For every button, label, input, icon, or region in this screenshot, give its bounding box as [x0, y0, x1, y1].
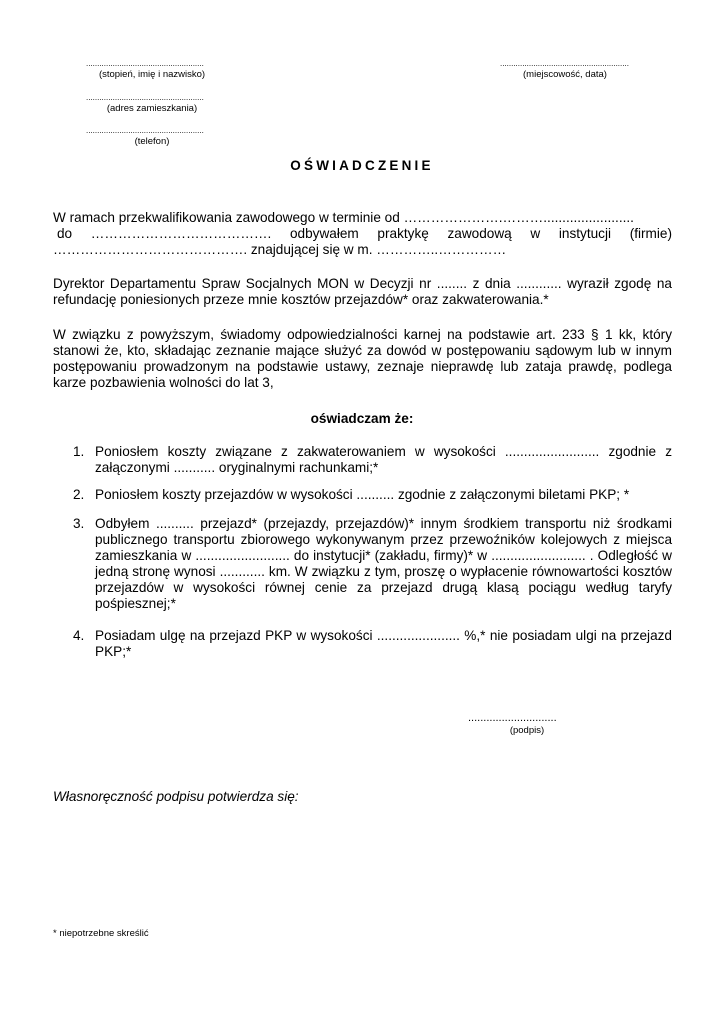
item-number: 1. [73, 444, 85, 459]
phone-caption: (telefon) [134, 136, 170, 147]
item-text: Poniosłem koszty przejazdów w wysokości .......... zgodnie z załączonymi biletami PKP; * [95, 487, 630, 502]
footnote: * niepotrzebne skreślić [53, 928, 149, 939]
item-number: 3. [73, 516, 85, 531]
signature-dots: ............................. [468, 712, 557, 724]
item-text: Posiadam ulgę na przejazd PKP w wysokości ...................... %,* nie posiadam ulgi na przejazd PKP;* [95, 628, 672, 659]
place-date-dots: .......................................................... [500, 59, 629, 68]
item-text: Odbyłem .......... przejazd* (przejazdy, przejazdów)* innym środkiem transportu niż środkami publicznego transportu zbiorowego wykonywanym przez przewoźników kolejowych z miejsca zamieszkania w ......................... do instytucji* (zakładu, firmy)* w ......................... . Odległość w jedną stronę wynosi ............ km. W związku z tym, proszę o wypłacenie równowartości kosztów przejazdów w wysokości równej cenie za przejazd drugą klasą pociągu według taryfy pośpiesznej;* [95, 516, 672, 611]
name-dots: ..................................................... [86, 59, 204, 68]
signature-confirmation: Własnoręczność podpisu potwierdza się: [53, 789, 299, 804]
phone-dots: ..................................................... [86, 126, 204, 135]
intro-line-2: do …………………………………. odbywałem praktykę zawodową w instytucji (firmie) [57, 226, 672, 241]
intro-line-1: W ramach przekwalifikowania zawodowego w terminie od ………………….………........................ [53, 210, 634, 225]
address-caption: (adres zamieszkania) [106, 103, 198, 114]
name-caption: (stopień, imię i nazwisko) [98, 69, 206, 80]
signature-caption: (podpis) [509, 725, 545, 736]
declaration-heading: oświadczam że: [310, 411, 414, 426]
place-date-caption: (miejscowość, data) [523, 69, 607, 80]
item-text: Poniosłem koszty związane z zakwaterowaniem w wysokości ......................... zgodnie z załączonymi ........... oryginalnymi rachunkami;* [95, 444, 672, 475]
document-title: OŚWIADCZENIE [290, 158, 434, 173]
item-number: 2. [73, 487, 85, 502]
item-number: 4. [73, 628, 85, 643]
decision-paragraph: Dyrektor Departamentu Spraw Socjalnych MON w Decyzji nr ........ z dnia ............ wyraził zgodę na refundację poniesionych przeze mnie kosztów przejazdów* oraz zakwaterowania.* [53, 276, 672, 307]
address-dots: ..................................................... [86, 93, 204, 102]
warning-paragraph: W związku z powyższym, świadomy odpowiedzialności karnej na podstawie art. 233 § 1 kk, który stanowi że, kto, składając zeznanie mające służyć za dowód w postępowaniu sądowym lub w innym postępowaniu prowadzonym na podstawie ustawy, zeznaje nieprawdę lub zataja prawdę, podlega karze pozbawienia wolności do lat 3, [53, 327, 672, 390]
intro-line-3: ……………………………………. znajdującej się w m. …………..…………… [53, 242, 507, 257]
